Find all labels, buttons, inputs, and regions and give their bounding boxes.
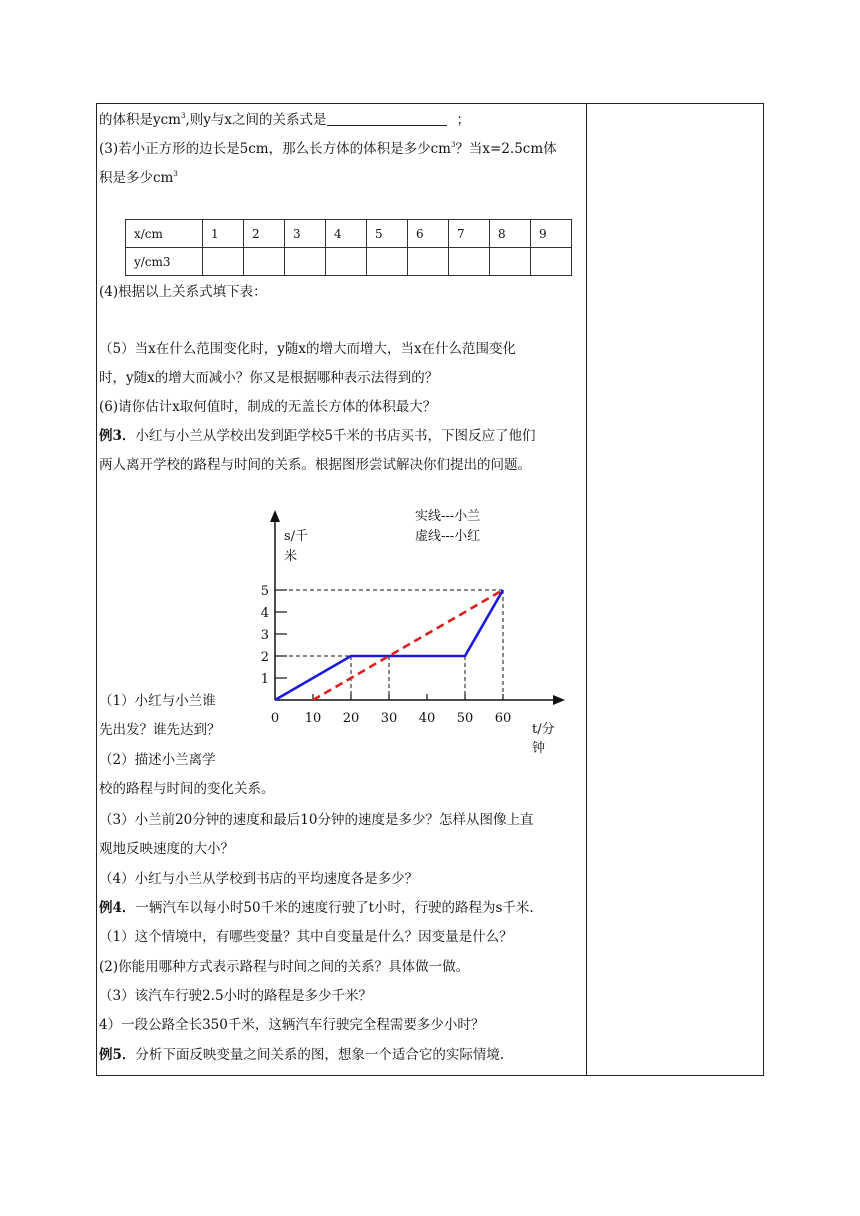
example-4-q1: （1）这个情境中，有哪些变量？其中自变量是什么？因变量是什么？	[99, 929, 513, 945]
table-row	[126, 220, 572, 248]
text-line: （5）当x在什么范围变化时，y随x的增大而增大，当x在什么范围变化	[99, 341, 517, 357]
table-header-x: x/cm	[126, 220, 203, 248]
table-cell-y-input[interactable]	[490, 248, 531, 276]
x-tick-label: 30	[380, 711, 398, 726]
table-cell-x: 9	[531, 220, 572, 248]
table-cell-x: 3	[285, 220, 326, 248]
text-line: 积是多少$cm^3$	[99, 170, 178, 186]
y-tick-label: 5	[260, 584, 269, 599]
table-cell-x: 4	[326, 220, 367, 248]
question-1: 先出发？谁先达到？	[99, 722, 221, 738]
text-line: (6)请你估计x取何值时，制成的无盖长方体的体积最大？	[99, 399, 437, 415]
table-cell-y-input[interactable]	[531, 248, 572, 276]
column-divider	[586, 104, 587, 1075]
x-tick-label: 0	[270, 711, 280, 726]
y-axis-label: s/千	[284, 529, 309, 544]
series-line-xiaolan	[275, 590, 503, 700]
text-line: 两人离开学校的路程与时间的关系。根据图形尝试解决你们提出的问题。	[99, 457, 531, 473]
question-2: （2）描述小兰离学	[99, 752, 216, 768]
example-4-q4: 4）一段公路全长350千米，这辆汽车行驶完全程需要多少小时？	[99, 1017, 485, 1033]
distance-time-chart	[250, 500, 580, 760]
x-tick-label: 10	[304, 711, 322, 726]
value-table	[125, 219, 572, 276]
example-4-q2: (2)你能用哪种方式表示路程与时间之间的关系？具体做一做。	[99, 959, 470, 975]
table-cell-y-input[interactable]	[449, 248, 490, 276]
question-3: 观地反映速度的大小？	[99, 841, 234, 857]
table-header-y: y/cm3	[126, 248, 203, 276]
table-cell-x: 8	[490, 220, 531, 248]
example-4-q3: （3）该汽车行驶2.5小时的路程是多少千米？	[99, 988, 373, 1004]
table-cell-y-input[interactable]	[285, 248, 326, 276]
example-4-heading: 例4．一辆汽车以每小时50千米的速度行驶了t小时，行驶的路程为s千米.	[99, 900, 534, 916]
x-tick-label: 50	[456, 711, 474, 726]
answer-blank[interactable]	[327, 113, 447, 126]
x-axis-label: t/分	[532, 722, 555, 737]
example-5-heading: 例5．分析下面反映变量之间关系的图，想象一个适合它的实际情境.	[99, 1047, 505, 1063]
question-4: （4）小红与小兰从学校到书店的平均速度各是多少？	[99, 871, 419, 887]
series-line-xiaohong	[313, 590, 503, 700]
question-2: 校的路程与时间的变化关系。	[99, 781, 275, 797]
text-line: 时，y随x的增大而减小？你又是根据哪种表示法得到的？	[99, 370, 439, 386]
question-1: （1）小红与小兰谁	[99, 693, 216, 709]
y-tick-label: 4	[260, 606, 269, 621]
table-cell-y-input[interactable]	[244, 248, 285, 276]
y-axis-arrow	[270, 510, 280, 522]
table-cell-x: 6	[408, 220, 449, 248]
x-axis-label: 钟	[532, 741, 546, 756]
table-row	[126, 248, 572, 276]
table-cell-y-input[interactable]	[203, 248, 244, 276]
legend-solid: 实线---小兰	[415, 509, 481, 524]
table-cell-x: 1	[203, 220, 244, 248]
x-axis-arrow	[553, 695, 565, 705]
table-cell-x: 2	[244, 220, 285, 248]
table-cell-x: 5	[367, 220, 408, 248]
x-tick-label: 60	[494, 711, 512, 726]
y-tick-label: 2	[260, 650, 269, 665]
legend-dashed: 虚线---小红	[415, 529, 481, 544]
y-tick-label: 3	[260, 628, 269, 643]
table-cell-y-input[interactable]	[326, 248, 367, 276]
y-tick-label: 1	[260, 672, 269, 687]
text-line: 的体积是ycm$^3$,则y与x之间的关系式是 ；	[99, 112, 470, 128]
text-line: (3)若小正方形的边长是5cm，那么长方体的体积是多少$cm^3$？当x=2.5cm体	[99, 141, 557, 157]
table-cell-y-input[interactable]	[367, 248, 408, 276]
table-cell-y-input[interactable]	[408, 248, 449, 276]
x-tick-label: 40	[418, 711, 436, 726]
text-line: (4)根据以上关系式填下表：	[99, 284, 267, 300]
y-axis-label: 米	[284, 549, 298, 564]
table-cell-x: 7	[449, 220, 490, 248]
question-3: （3）小兰前20分钟的速度和最后10分钟的速度是多少？怎样从图像上直	[99, 812, 534, 828]
x-tick-label: 20	[342, 711, 360, 726]
example-3-heading: 例3．小红与小兰从学校出发到距学校5千米的书店买书，下图反应了他们	[99, 428, 536, 444]
